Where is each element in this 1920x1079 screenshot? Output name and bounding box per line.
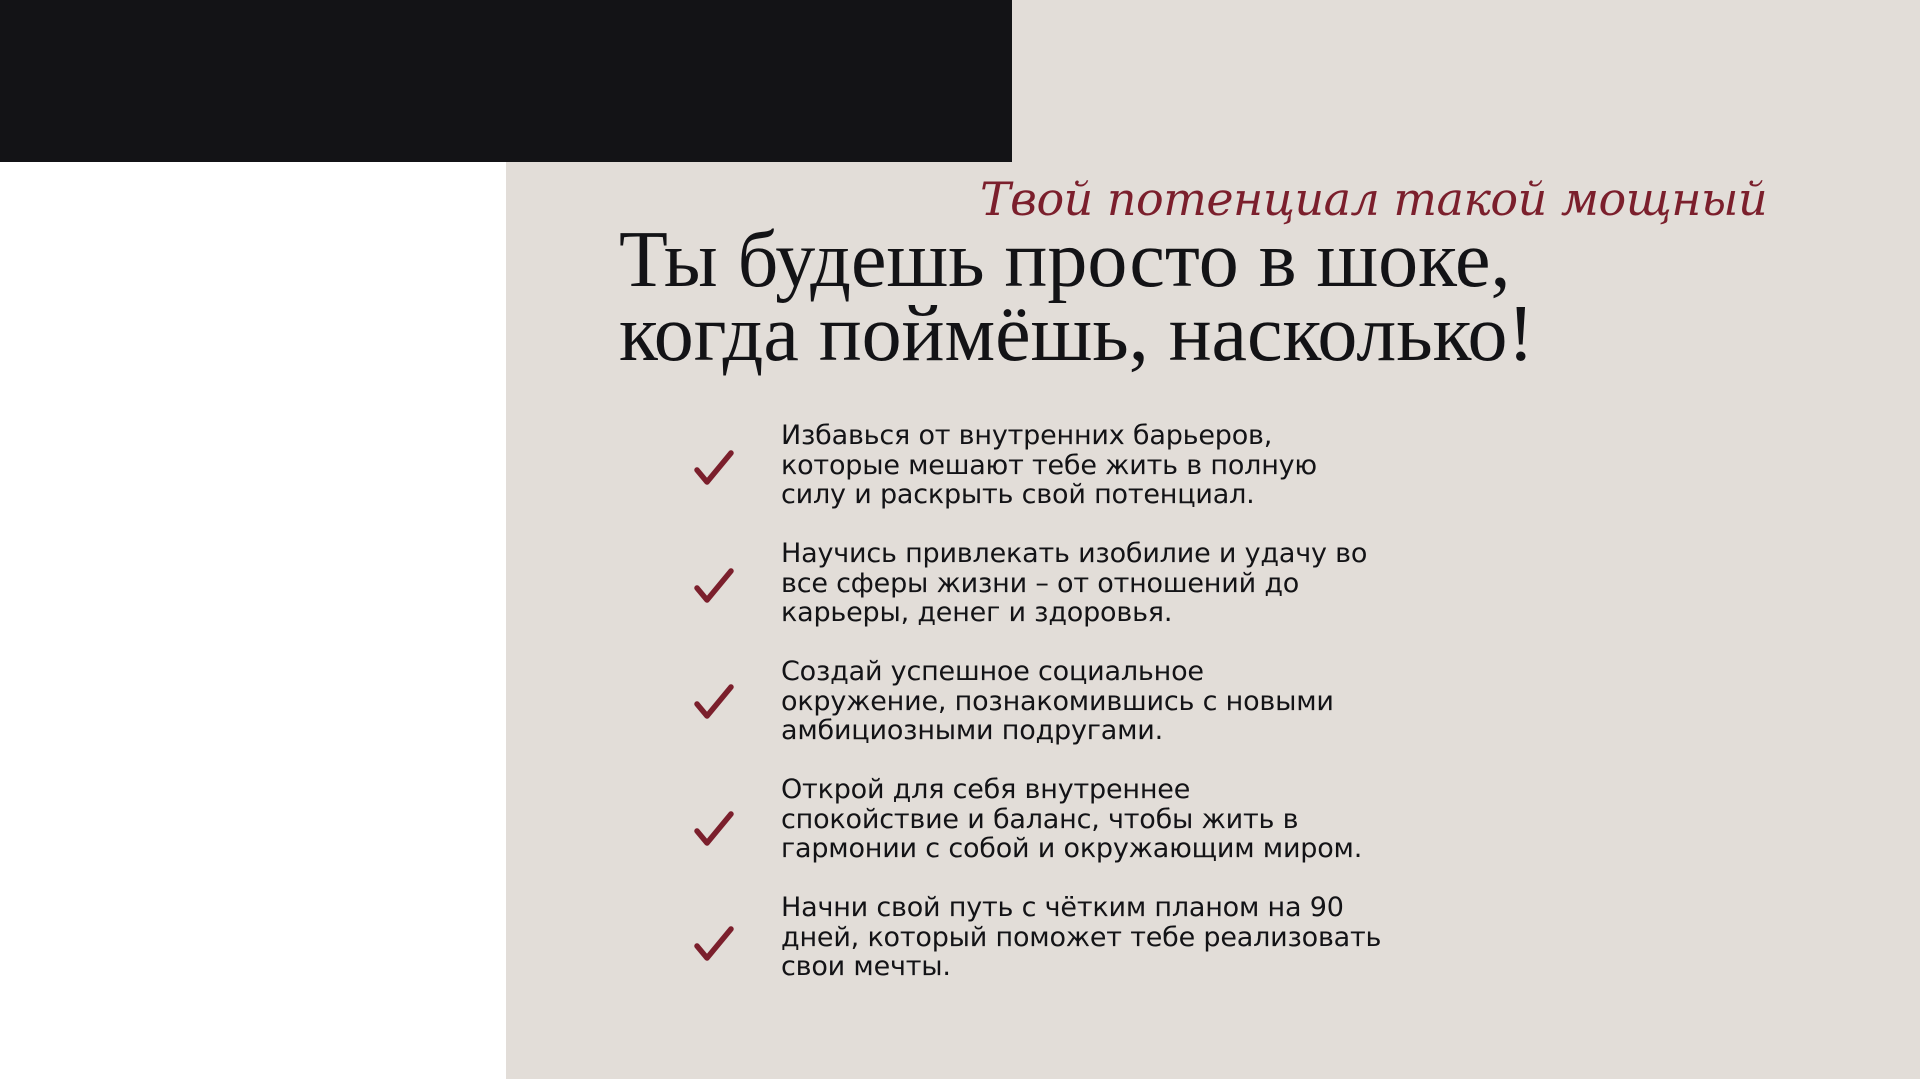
checkmark-icon [694,450,734,490]
benefit-line: карьеры, денег и здоровья. [781,597,1173,628]
dark-header-block [0,0,1012,162]
checkmark-icon [694,568,734,608]
headline-line-2: когда поймёшь, насколько! [619,290,1535,378]
checkmark-icon [694,811,734,851]
benefit-line: гармонии с собой и окружающим миром. [781,833,1363,864]
benefit-line: амбициозными подругами. [781,715,1163,746]
benefit-line: Избавься от внутренних барьеров, [781,420,1273,451]
benefit-line: дней, который поможет тебе реализовать [781,921,1382,953]
benefit-line: спокойствие и баланс, чтобы жить в [781,803,1299,835]
checkmark-icon [694,684,734,724]
benefit-line: все сферы жизни – от отношений до [781,567,1300,599]
benefit-line: Открой для себя внутреннее [781,774,1191,805]
benefit-line: окружение, познакомившись с новыми [781,685,1334,717]
headline [619,216,1535,378]
benefit-text [781,657,1481,746]
benefit-line: которые мешают тебе жить в полную [781,449,1317,481]
benefit-text [781,421,1481,510]
benefit-line: Начни свой путь с чётким планом на 90 [781,892,1344,923]
checkmark-icon [694,926,734,966]
benefit-text [781,893,1481,982]
benefit-line: Создай успешное социальное [781,656,1204,687]
benefit-line: свои мечты. [781,951,951,982]
benefit-text [781,539,1481,628]
benefit-line: силу и раскрыть свой потенциал. [781,479,1255,510]
benefit-text [781,775,1481,864]
headline-line-1: Ты будешь просто в шоке, [619,216,1511,304]
benefit-line: Научись привлекать изобилие и удачу во [781,538,1368,569]
tagline: Твой потенциал такой мощный [980,172,1768,226]
